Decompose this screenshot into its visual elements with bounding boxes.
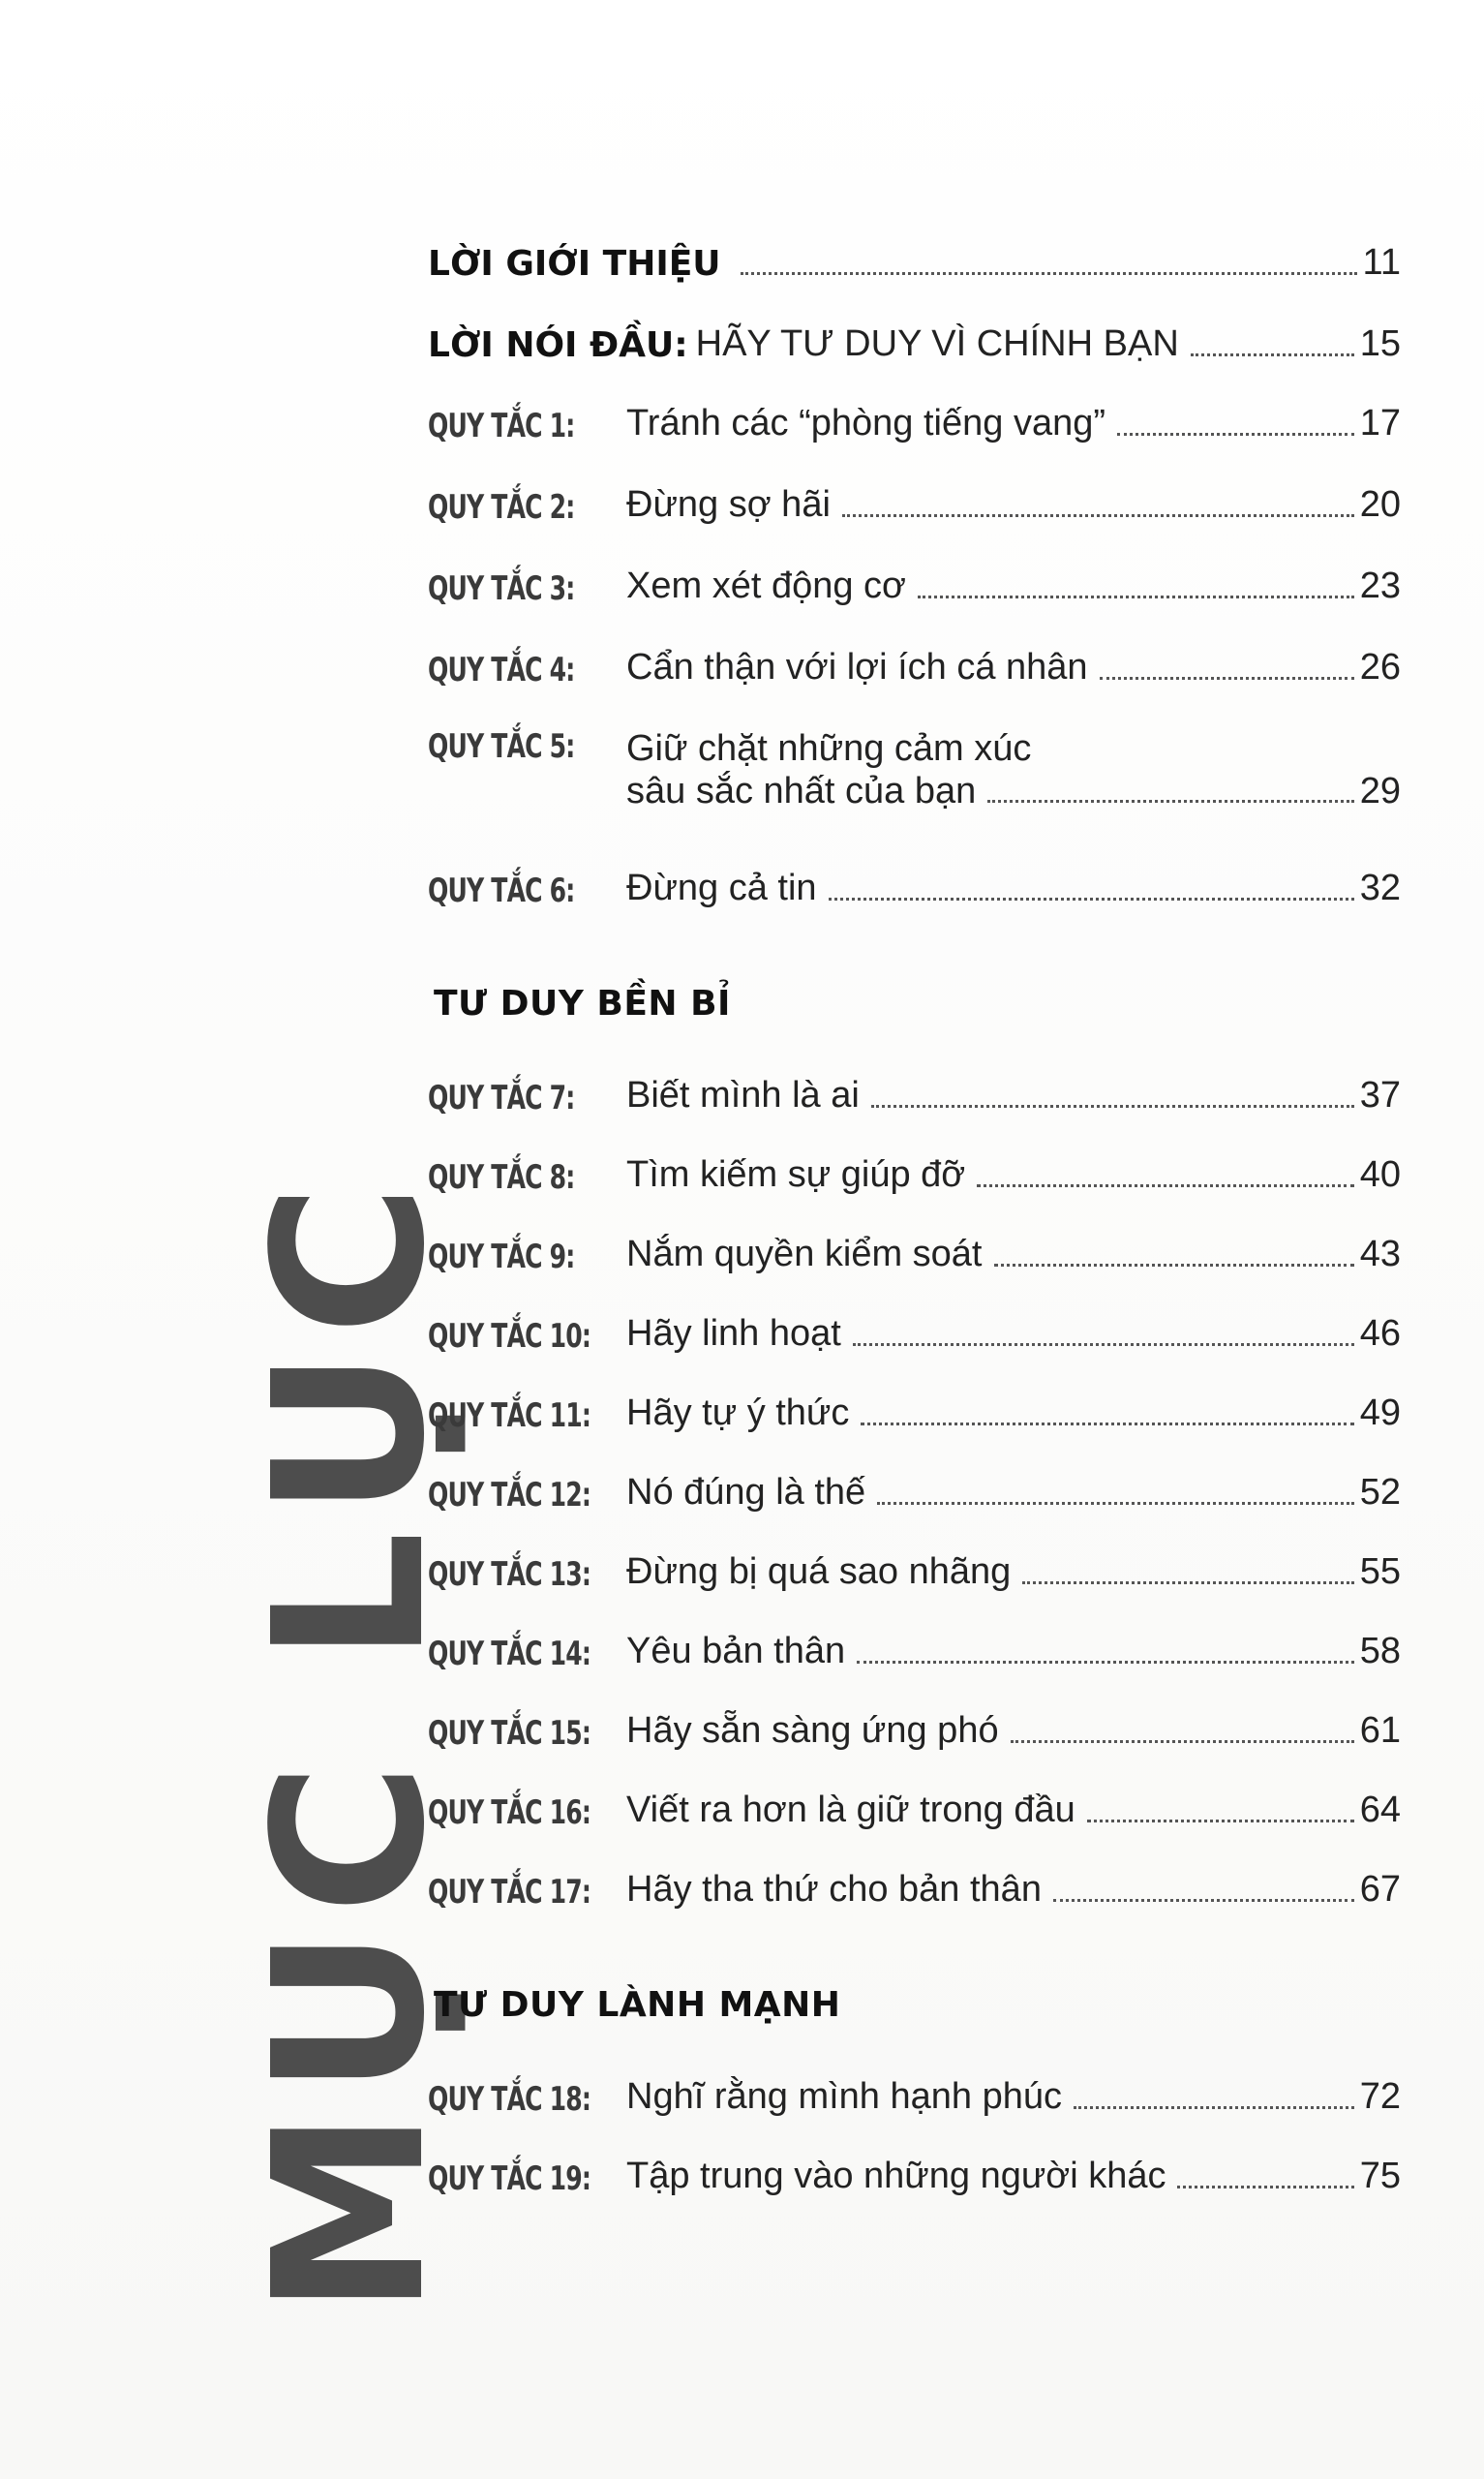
toc-leader-dots <box>877 1502 1354 1505</box>
toc-leader-dots <box>1074 2106 1354 2109</box>
vertical-title: MỤC LỤC <box>229 1170 470 2316</box>
toc-label: QUY TẮC 11: <box>428 1395 591 1435</box>
toc-row <box>428 1075 1401 1117</box>
toc-label: QUY TẮC 8: <box>428 1157 575 1197</box>
toc-title-line2: sâu sắc nhất của bạn <box>626 770 977 811</box>
toc-leader-dots <box>1117 433 1354 436</box>
toc-label: LỜI NÓI ĐẦU: <box>428 325 688 366</box>
toc-row <box>428 566 1401 608</box>
toc-row <box>428 2156 1401 2198</box>
toc-row <box>428 1393 1401 1435</box>
toc-title: Tập trung vào những người khác <box>626 2156 1166 2196</box>
toc-leader-dots <box>842 514 1354 517</box>
toc-row <box>428 1551 1401 1594</box>
toc-label: QUY TẮC 13: <box>428 1554 591 1594</box>
toc-label: QUY TẮC 9: <box>428 1237 575 1276</box>
toc-row-intro <box>428 242 1401 285</box>
toc-page-number: 43 <box>1359 1234 1401 1274</box>
toc-row <box>428 1154 1401 1197</box>
toc-row <box>428 1313 1401 1356</box>
toc-label: QUY TẮC 19: <box>428 2158 591 2198</box>
toc-row <box>428 1869 1401 1912</box>
toc-leader-dots <box>871 1105 1354 1108</box>
toc-leader-dots <box>861 1423 1353 1425</box>
toc-page-number: 32 <box>1359 868 1401 908</box>
toc-label: LỜI GIỚI THIỆU <box>428 244 721 285</box>
toc-page-number: 40 <box>1359 1154 1401 1195</box>
toc-page-number: 15 <box>1359 323 1401 364</box>
toc-title-block <box>626 728 1401 812</box>
toc-title-line2-row <box>626 771 1401 813</box>
toc-label: QUY TẮC 16: <box>428 1792 591 1832</box>
toc-title: Nó đúng là thế <box>626 1472 866 1513</box>
toc-title: Hãy tự ý thức <box>626 1393 850 1433</box>
toc-page-number: 72 <box>1359 2076 1401 2117</box>
toc-page-number: 58 <box>1359 1631 1401 1671</box>
toc-label: QUY TẮC 17: <box>428 1872 591 1912</box>
toc-title: Đừng cả tin <box>626 868 817 908</box>
toc-title: HÃY TƯ DUY VÌ CHÍNH BẠN <box>695 323 1179 364</box>
toc-row <box>428 1790 1401 1832</box>
toc-row <box>428 1631 1401 1673</box>
toc-label: QUY TẮC 5: <box>428 727 575 766</box>
toc-page-number: 23 <box>1359 566 1401 606</box>
toc-label: QUY TẮC 4: <box>428 650 575 689</box>
toc-page-number: 46 <box>1359 1313 1401 1354</box>
toc-leader-dots <box>1191 353 1354 356</box>
toc-label: QUY TẮC 3: <box>428 568 575 608</box>
toc-row <box>428 728 1401 812</box>
toc-page-number: 26 <box>1359 647 1401 688</box>
toc-title: Nắm quyền kiểm soát <box>626 1234 983 1274</box>
toc-row <box>428 403 1401 445</box>
toc-title: Tìm kiếm sự giúp đỡ <box>626 1154 966 1195</box>
toc-page-number: 67 <box>1359 1869 1401 1910</box>
toc-title: Hãy linh hoạt <box>626 1313 841 1354</box>
toc-label: QUY TẮC 6: <box>428 871 575 910</box>
toc-title: Hãy sẵn sàng ứng phó <box>626 1710 999 1751</box>
toc-leader-dots <box>977 1184 1353 1187</box>
toc-page-number: 11 <box>1362 242 1401 283</box>
toc-page-number: 37 <box>1359 1075 1401 1116</box>
toc-label: QUY TẮC 2: <box>428 487 575 527</box>
toc-label: QUY TẮC 15: <box>428 1713 591 1753</box>
toc-leader-dots <box>994 1264 1354 1267</box>
toc-page-number: 52 <box>1359 1472 1401 1513</box>
toc-title: Biết mình là ai <box>626 1075 860 1116</box>
toc-page-number: 29 <box>1359 770 1401 811</box>
toc-leader-dots <box>1053 1899 1354 1902</box>
toc-page-number: 55 <box>1359 1551 1401 1592</box>
toc-leader-dots <box>741 272 1357 275</box>
toc-title: Xem xét động cơ <box>626 566 906 606</box>
toc-leader-dots <box>1087 1820 1354 1822</box>
toc-row-foreword <box>428 323 1401 366</box>
toc-label: QUY TẮC 7: <box>428 1078 575 1117</box>
toc-title: Cẩn thận với lợi ích cá nhân <box>626 647 1088 688</box>
toc-title: Đừng bị quá sao nhãng <box>626 1551 1012 1592</box>
toc-page-number: 49 <box>1359 1393 1401 1433</box>
toc-label: QUY TẮC 1: <box>428 406 575 445</box>
toc-page-number: 17 <box>1359 403 1401 444</box>
toc-row <box>428 484 1401 527</box>
toc-label: QUY TẮC 18: <box>428 2079 591 2119</box>
section-heading: TƯ DUY LÀNH MẠNH <box>434 1985 841 2025</box>
toc-row <box>428 868 1401 910</box>
toc-leader-dots <box>987 800 1353 803</box>
toc-leader-dots <box>1022 1581 1353 1584</box>
toc-title: Viết ra hơn là giữ trong đầu <box>626 1790 1075 1830</box>
toc-title: Hãy tha thứ cho bản thân <box>626 1869 1042 1910</box>
toc-leader-dots <box>857 1661 1354 1664</box>
toc-row <box>428 2076 1401 2119</box>
toc-label: QUY TẮC 14: <box>428 1634 591 1673</box>
toc-title: Nghĩ rằng mình hạnh phúc <box>626 2076 1062 2117</box>
toc-title: Yêu bản thân <box>626 1631 846 1671</box>
toc-page-number: 20 <box>1359 484 1401 525</box>
toc-title: Tránh các “phòng tiếng vang” <box>626 403 1106 444</box>
toc-label: QUY TẮC 12: <box>428 1475 591 1515</box>
toc-leader-dots <box>1011 1740 1354 1743</box>
toc-page-number: 64 <box>1359 1790 1401 1830</box>
toc-leader-dots <box>918 596 1354 598</box>
toc-row <box>428 1472 1401 1515</box>
toc-row <box>428 647 1401 689</box>
toc-leader-dots <box>829 898 1354 901</box>
toc-row <box>428 1234 1401 1276</box>
toc-leader-dots <box>853 1343 1354 1346</box>
toc-page-number: 61 <box>1359 1710 1401 1751</box>
toc-row <box>428 1710 1401 1753</box>
toc-leader-dots <box>1100 677 1354 680</box>
toc-page-number: 75 <box>1359 2156 1401 2196</box>
toc-label: QUY TẮC 10: <box>428 1316 591 1356</box>
section-heading: TƯ DUY BỀN BỈ <box>434 984 731 1024</box>
toc-leader-dots <box>1177 2186 1353 2188</box>
toc-title: Đừng sợ hãi <box>626 484 831 525</box>
toc-title-line1: Giữ chặt những cảm xúc <box>626 728 1032 769</box>
